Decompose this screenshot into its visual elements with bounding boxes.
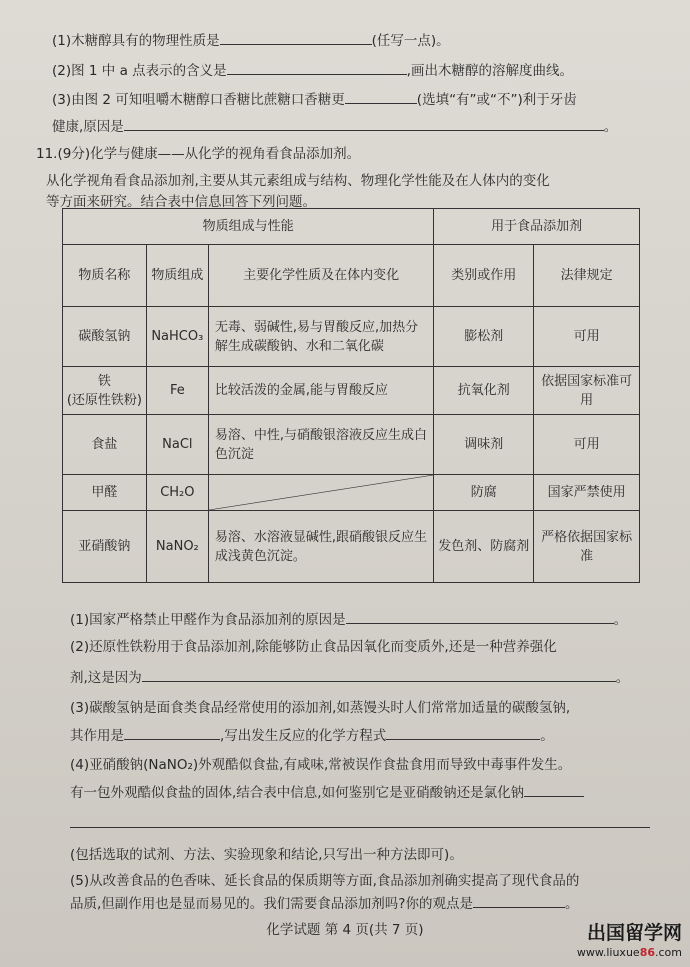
cell-formula: NaHCO₃	[146, 307, 208, 367]
table-header: 物质名称	[63, 245, 147, 307]
question-text: 。	[613, 612, 628, 628]
watermark-url[interactable]	[577, 943, 682, 963]
answer-blank[interactable]	[124, 727, 220, 740]
answer-blank[interactable]	[345, 91, 417, 104]
answer-blank[interactable]	[346, 611, 614, 624]
cell-role: 调味剂	[434, 415, 534, 475]
cell-role: 防腐	[434, 475, 534, 511]
question-text: (3)由图 2 可知咀嚼木糖醇口香糖比蔗糖口香糖更	[52, 92, 345, 108]
cell-role: 膨松剂	[434, 307, 534, 367]
additive-table	[62, 208, 640, 583]
cell-name: 碳酸氢钠	[63, 307, 147, 367]
answer-blank[interactable]	[524, 784, 584, 797]
table-group-header: 物质组成与性能	[63, 209, 434, 245]
question-text: 。	[564, 896, 579, 912]
table-row	[63, 475, 640, 511]
cell-role: 发色剂、防腐剂	[434, 511, 534, 583]
question-text: (3)碳酸氢钠是面食类食品经常使用的添加剂,如蒸馒头时人们常常加适量的碳酸氢钠,	[70, 700, 571, 716]
cell-formula: Fe	[146, 367, 208, 415]
cell-name: 食盐	[63, 415, 147, 475]
question-text: (5)从改善食品的色香味、延长食品的保质期等方面,食品添加剂确实提高了现代食品的	[70, 873, 580, 889]
table-header: 类别或作用	[434, 245, 534, 307]
question-line	[70, 669, 629, 687]
question-line	[70, 784, 584, 802]
cell-name: 亚硝酸钠	[63, 511, 147, 583]
cell-formula: NaNO₂	[146, 511, 208, 583]
question-text: (包括选取的试剂、方法、实验现象和结论,只写出一种方法即可)。	[70, 847, 463, 863]
question-text: (2)图 1 中 a 点表示的含义是	[52, 63, 227, 79]
question-text: (1)木糖醇具有的物理性质是	[52, 33, 220, 49]
question-text: 健康,原因是	[52, 119, 124, 135]
question-text: 其作用是	[70, 728, 124, 744]
answer-blank[interactable]	[142, 669, 616, 682]
table-header: 物质组成	[146, 245, 208, 307]
url-part: www.liuxue	[576, 946, 640, 959]
question-line	[52, 91, 577, 109]
cell-law: 国家严禁使用	[534, 475, 640, 511]
question-text: 。	[603, 119, 618, 135]
answer-blank[interactable]	[227, 62, 407, 75]
answer-line[interactable]	[70, 815, 650, 833]
question-text: 品质,但副作用也是显而易见的。我们需要食品添加剂吗?你的观点是	[70, 896, 473, 912]
cell-props: 比较活泼的金属,能与胃酸反应	[208, 367, 434, 415]
table-row	[63, 511, 640, 583]
question-text: (4)亚硝酸钠(NaNO₂)外观酷似食盐,有咸味,常被误作食盐食用而导致中毒事件发生。	[70, 757, 572, 773]
question-line	[70, 727, 554, 745]
answer-blank[interactable]	[473, 895, 565, 908]
question-text: ,写出发生反应的化学方程式	[220, 728, 387, 744]
table-header: 法律规定	[534, 245, 640, 307]
url-part: 86	[639, 946, 655, 959]
question-heading: 11.(9分)化学与健康——从化学的视角看食品添加剂。	[36, 146, 361, 162]
answer-blank[interactable]	[386, 727, 540, 740]
question-text: 剂,这是因为	[70, 670, 142, 686]
site-watermark	[577, 923, 682, 963]
cell-law: 严格依据国家标准	[534, 511, 640, 583]
question-intro: 等方面来研究。结合表中信息回答下列问题。	[46, 194, 316, 210]
question-text: (1)国家严格禁止甲醛作为食品添加剂的原因是	[70, 612, 346, 628]
question-text: (任写一点)。	[371, 33, 450, 49]
question-line	[70, 895, 578, 913]
table-header: 主要化学性质及在体内变化	[208, 245, 434, 307]
cell-props: 易溶、水溶液显碱性,跟硝酸银反应生成浅黄色沉淀。	[208, 511, 434, 583]
answer-blank[interactable]	[220, 32, 372, 45]
cell-law: 依据国家标准可用	[534, 367, 640, 415]
question-text: 有一包外观酷似食盐的固体,结合表中信息,如何鉴别它是亚硝酸钠还是氯化钠	[70, 785, 525, 801]
question-line	[52, 32, 450, 50]
cell-props: 无毒、弱碱性,易与胃酸反应,加热分解生成碳酸钠、水和二氧化碳	[208, 307, 434, 367]
url-part: .com	[655, 946, 682, 959]
question-text: 。	[615, 670, 630, 686]
cell-formula: CH₂O	[146, 475, 208, 511]
cell-law: 可用	[534, 415, 640, 475]
cell-name: 铁 (还原性铁粉)	[63, 367, 147, 415]
question-intro: 从化学视角看食品添加剂,主要从其元素组成与结构、物理化学性能及在人体内的变化	[46, 173, 550, 189]
table-row	[63, 415, 640, 475]
table-group-header: 用于食品添加剂	[434, 209, 640, 245]
answer-blank[interactable]	[124, 118, 604, 131]
diagonal-slash	[209, 475, 434, 510]
watermark-title: 出国留学网	[586, 922, 682, 944]
question-line	[70, 611, 627, 629]
question-text: (2)还原性铁粉用于食品添加剂,除能够防止食品因氧化而变质外,还是一种营养强化	[70, 639, 557, 655]
page-footer: 化学试题 第 4 页(共 7 页)	[266, 922, 424, 938]
answer-blank[interactable]	[70, 815, 650, 828]
question-text: (选填“有”或“不”)利于牙齿	[416, 92, 577, 108]
table-row	[63, 367, 640, 415]
question-line	[52, 118, 617, 136]
cell-formula: NaCl	[146, 415, 208, 475]
cell-props: 易溶、中性,与硝酸银溶液反应生成白色沉淀	[208, 415, 434, 475]
cell-props-empty	[208, 475, 434, 511]
question-text: ,画出木糖醇的溶解度曲线。	[406, 63, 573, 79]
cell-law: 可用	[534, 307, 640, 367]
question-text: 。	[540, 728, 554, 744]
cell-name: 甲醛	[63, 475, 147, 511]
table-row	[63, 307, 640, 367]
question-line	[52, 62, 573, 80]
cell-role: 抗氧化剂	[434, 367, 534, 415]
